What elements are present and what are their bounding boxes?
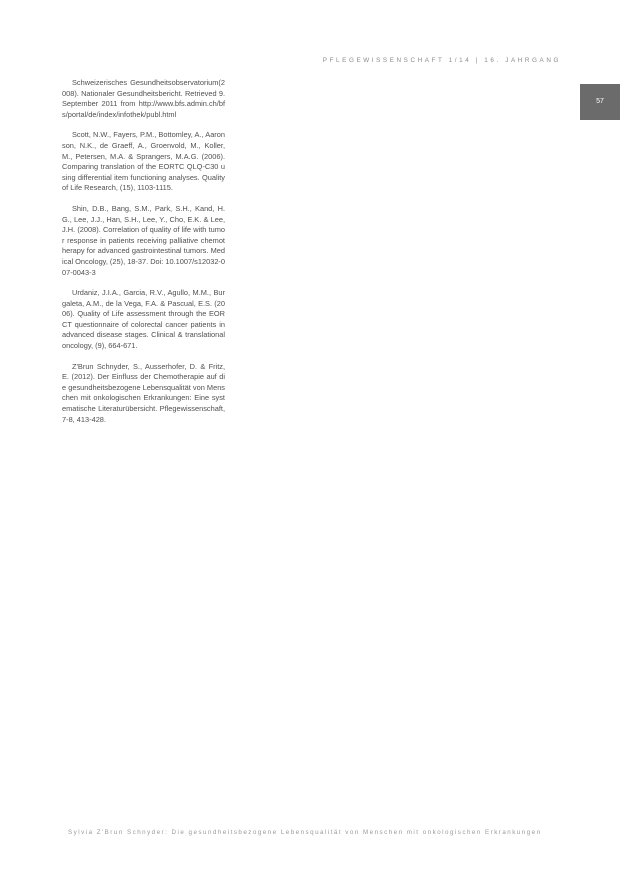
reference-entry: Scott, N.W., Fayers, P.M., Bottomley, A., Aaronson, N.K., de Graeff, A., Groenvold, M., Koller, M., Petersen, M.A. & Sprangers, M.A.G. (2006). Comparing translation of the EORTC QLQ-C30 using differential item functioning analyses. Quality of Life Research, (15), 1103-1115. bbox=[62, 130, 225, 193]
reference-entry: Z'Brun Schnyder, S., Ausserhofer, D. & Fritz, E. (2012). Der Einfluss der Chemotherapie auf die gesundheitsbezogene Lebensqualität von Menschen mit onkologischen Erkrankungen: Eine systematische Literaturübersicht. Pflegewissenschaft, 7-8, 413-428. bbox=[62, 361, 225, 424]
reference-entry: Shin, D.B., Bang, S.M., Park, S.H., Kand, H.G., Lee, J.J., Han, S.H., Lee, Y., Cho, E.K. & Lee, J.H. (2008). Correlation of quality of life with tumor response in patients receiving palliative chemotherapy for advanced gastrointestinal tumors. Medical Oncology, (25), 18-37. Doi: 10.1007/s12032-007-0043-3 bbox=[62, 203, 225, 277]
reference-list bbox=[62, 78, 225, 435]
page-number-tab bbox=[580, 84, 620, 120]
running-footer: Sylvia Z'Brun Schnyder: Die gesundheitsbezogene Lebensqualität von Menschen mit onkologischen Erkrankungen bbox=[68, 829, 542, 836]
page-number: 57 bbox=[596, 98, 604, 105]
running-head: PFLEGEWISSENSCHAFT 1/14 | 16. JAHRGANG bbox=[322, 57, 561, 64]
reference-entry: Schweizerisches Gesundheitsobservatorium(2008). Nationaler Gesundheitsbericht. Retrieved 9. September 2011 from http://www.bfs.admin.ch/bfs/portal/de/index/infothek/publ.html bbox=[62, 78, 225, 119]
reference-entry: Urdaniz, J.I.A., Garcia, R.V., Agullo, M.M., Burgaleta, A.M., de la Vega, F.A. & Pascual, E.S. (2006). Quality of Life assessment through the EORCT questionnaire of colorectal cancer patients in advanced disease stages. Clinical & translational oncology, (9), 664-671. bbox=[62, 288, 225, 351]
